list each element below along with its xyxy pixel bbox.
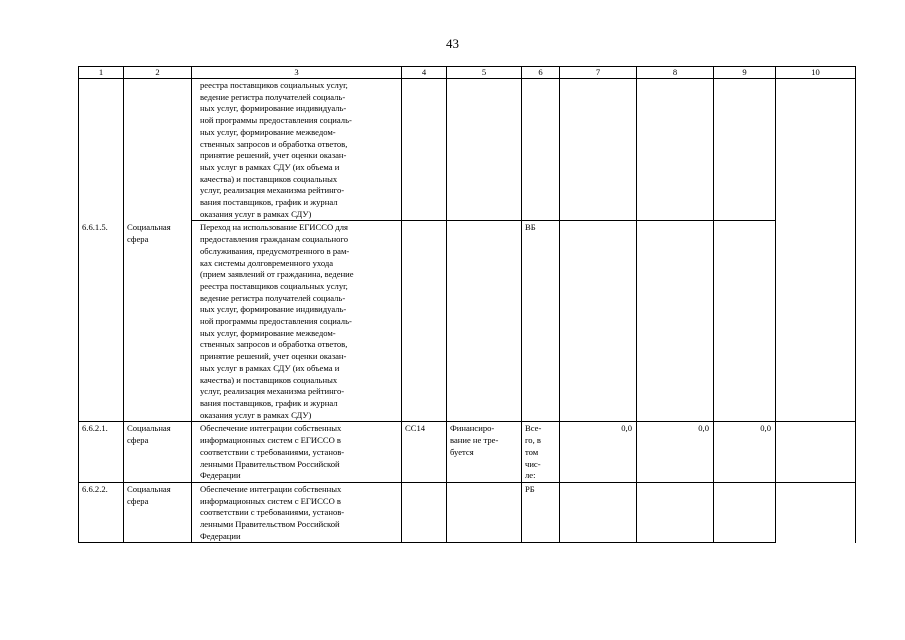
col3-line: принятие решений, учет оценки оказан- <box>200 150 347 161</box>
col3-line: принятие решений, учет оценки оказан- <box>200 351 347 362</box>
col6-line: ле: <box>525 470 536 481</box>
cell-col6 <box>522 422 560 483</box>
cell-col10 <box>776 79 856 422</box>
cell-col4 <box>402 221 447 422</box>
col6-line: Все- <box>525 423 542 434</box>
page-number: 43 <box>446 36 459 51</box>
col5-line: вание не тре- <box>450 435 499 446</box>
header-col-8: 8 <box>637 67 714 79</box>
col3-line: реестра поставщиков социальных услуг, <box>200 80 348 90</box>
cell-col8 <box>637 79 714 221</box>
cell-col3 <box>192 79 402 221</box>
cell-col8 <box>637 221 714 422</box>
col3-line: ленными Правительством Российской <box>200 458 340 469</box>
col2-line: Социальная <box>127 483 171 494</box>
col6-line: РБ <box>525 483 535 494</box>
col3-line: ной программы предоставления социаль- <box>200 316 352 327</box>
col3-line: реестра поставщиков социальных услуг, <box>200 280 348 291</box>
col3-line: ных услуг в рамках СДУ (их объема и <box>200 161 340 172</box>
col3-line: вания поставщиков, график и журнал <box>200 197 338 208</box>
cell-col1: 6.6.2.1. <box>79 422 124 483</box>
cell-col1: 6.6.1.5. <box>79 221 124 422</box>
cell-col9: 0,0 <box>714 422 776 483</box>
cell-col2 <box>124 79 192 221</box>
header-col-1: 1 <box>79 67 124 79</box>
col3-line: Федерации <box>200 470 241 481</box>
cell-col7: 0,0 <box>560 422 637 483</box>
cell-col5 <box>447 79 522 221</box>
col3-line: Федерации <box>200 530 241 541</box>
col3-line: качества) и поставщиков социальных <box>200 173 338 184</box>
table-row <box>79 221 856 422</box>
header-col-4: 4 <box>402 67 447 79</box>
cell-col7 <box>560 482 637 543</box>
header-col-6: 6 <box>522 67 560 79</box>
col3-line: ных услуг, формирование индивидуаль- <box>200 103 347 114</box>
cell-col5 <box>447 422 522 483</box>
col3-line: информационных систем с ЕГИССО в <box>200 435 341 446</box>
col5-line: Финансиро- <box>450 423 495 434</box>
table-row <box>79 422 856 483</box>
table-row <box>79 482 856 543</box>
cell-col6 <box>522 79 560 221</box>
cell-col8 <box>637 482 714 543</box>
col3-line: ных услуг, формирование межведом- <box>200 327 336 338</box>
col3-line: обслуживания, предусмотренного в рам- <box>200 245 350 256</box>
header-col-7: 7 <box>560 67 637 79</box>
cell-col5 <box>447 221 522 422</box>
table-row <box>79 79 856 221</box>
col3-line: соответствии с требованиями, установ- <box>200 446 345 457</box>
col3-line: соответствии с требованиями, установ- <box>200 507 345 518</box>
header-col-9: 9 <box>714 67 776 79</box>
cell-col7 <box>560 79 637 221</box>
col6-line: го, в <box>525 435 541 446</box>
cell-col3 <box>192 221 402 422</box>
col3-line: качества) и поставщиков социальных <box>200 374 338 385</box>
cell-col9 <box>714 221 776 422</box>
col3-line: ных услуг, формирование межведом- <box>200 126 336 137</box>
col3-line: Переход на использование ЕГИССО для <box>200 222 348 233</box>
header-col-3: 3 <box>192 67 402 79</box>
col3-line: ленными Правительством Российской <box>200 519 340 530</box>
plan-table <box>78 66 856 543</box>
col3-line: (прием заявлений от гражданина, ведение <box>200 269 354 280</box>
cell-col3 <box>192 422 402 483</box>
col3-line: ведение регистра получателей социаль- <box>200 292 346 303</box>
cell-col10 <box>776 482 856 543</box>
cell-col4: СС14 <box>402 422 447 483</box>
col2-line: Социальная <box>127 221 171 232</box>
cell-col2 <box>124 221 192 422</box>
cell-col7 <box>560 221 637 422</box>
col3-line: ках системы долговременного ухода <box>200 257 334 268</box>
col6-line: том <box>525 446 539 457</box>
col2-line: сфера <box>127 233 149 244</box>
col3-line: оказания услуг в рамках СДУ) <box>200 208 312 219</box>
col3-line: ственных запросов и обработка ответов, <box>200 138 348 149</box>
col3-line: ной программы предоставления социаль- <box>200 115 352 126</box>
cell-col8: 0,0 <box>637 422 714 483</box>
cell-col6 <box>522 221 560 422</box>
col3-line: оказания услуг в рамках СДУ) <box>200 409 312 420</box>
col3-line: предоставления гражданам социального <box>200 234 348 245</box>
col3-line: Обеспечение интеграции собственных <box>200 423 342 434</box>
cell-col6 <box>522 482 560 543</box>
col6-line: чис- <box>525 458 541 469</box>
col3-line: Обеспечение интеграции собственных <box>200 483 342 494</box>
header-col-10: 10 <box>776 67 856 79</box>
col3-line: ведение регистра получателей социаль- <box>200 91 346 102</box>
col3-line: ственных запросов и обработка ответов, <box>200 339 348 350</box>
cell-col2 <box>124 422 192 483</box>
cell-col4 <box>402 79 447 221</box>
header-col-5: 5 <box>447 67 522 79</box>
cell-col5 <box>447 482 522 543</box>
table-header-row <box>79 67 856 79</box>
col3-line: услуг, реализация механизма рейтинго- <box>200 386 345 397</box>
col3-line: ных услуг, формирование индивидуаль- <box>200 304 347 315</box>
cell-col9 <box>714 79 776 221</box>
cell-col3 <box>192 482 402 543</box>
header-col-2: 2 <box>124 67 192 79</box>
col2-line: Социальная <box>127 423 171 434</box>
cell-col1 <box>79 79 124 221</box>
col3-line: вания поставщиков, график и журнал <box>200 397 338 408</box>
col3-line: услуг, реализация механизма рейтинго- <box>200 185 345 196</box>
col2-line: сфера <box>127 435 149 446</box>
col5-line: буется <box>450 446 474 457</box>
cell-col9 <box>714 482 776 543</box>
col3-line: ных услуг в рамках СДУ (их объема и <box>200 362 340 373</box>
col2-line: сфера <box>127 495 149 506</box>
cell-col4 <box>402 482 447 543</box>
cell-col1: 6.6.2.2. <box>79 482 124 543</box>
col3-line: информационных систем с ЕГИССО в <box>200 495 341 506</box>
col6-line: ВБ <box>525 222 536 233</box>
cell-col2 <box>124 482 192 543</box>
cell-col10 <box>776 422 856 483</box>
